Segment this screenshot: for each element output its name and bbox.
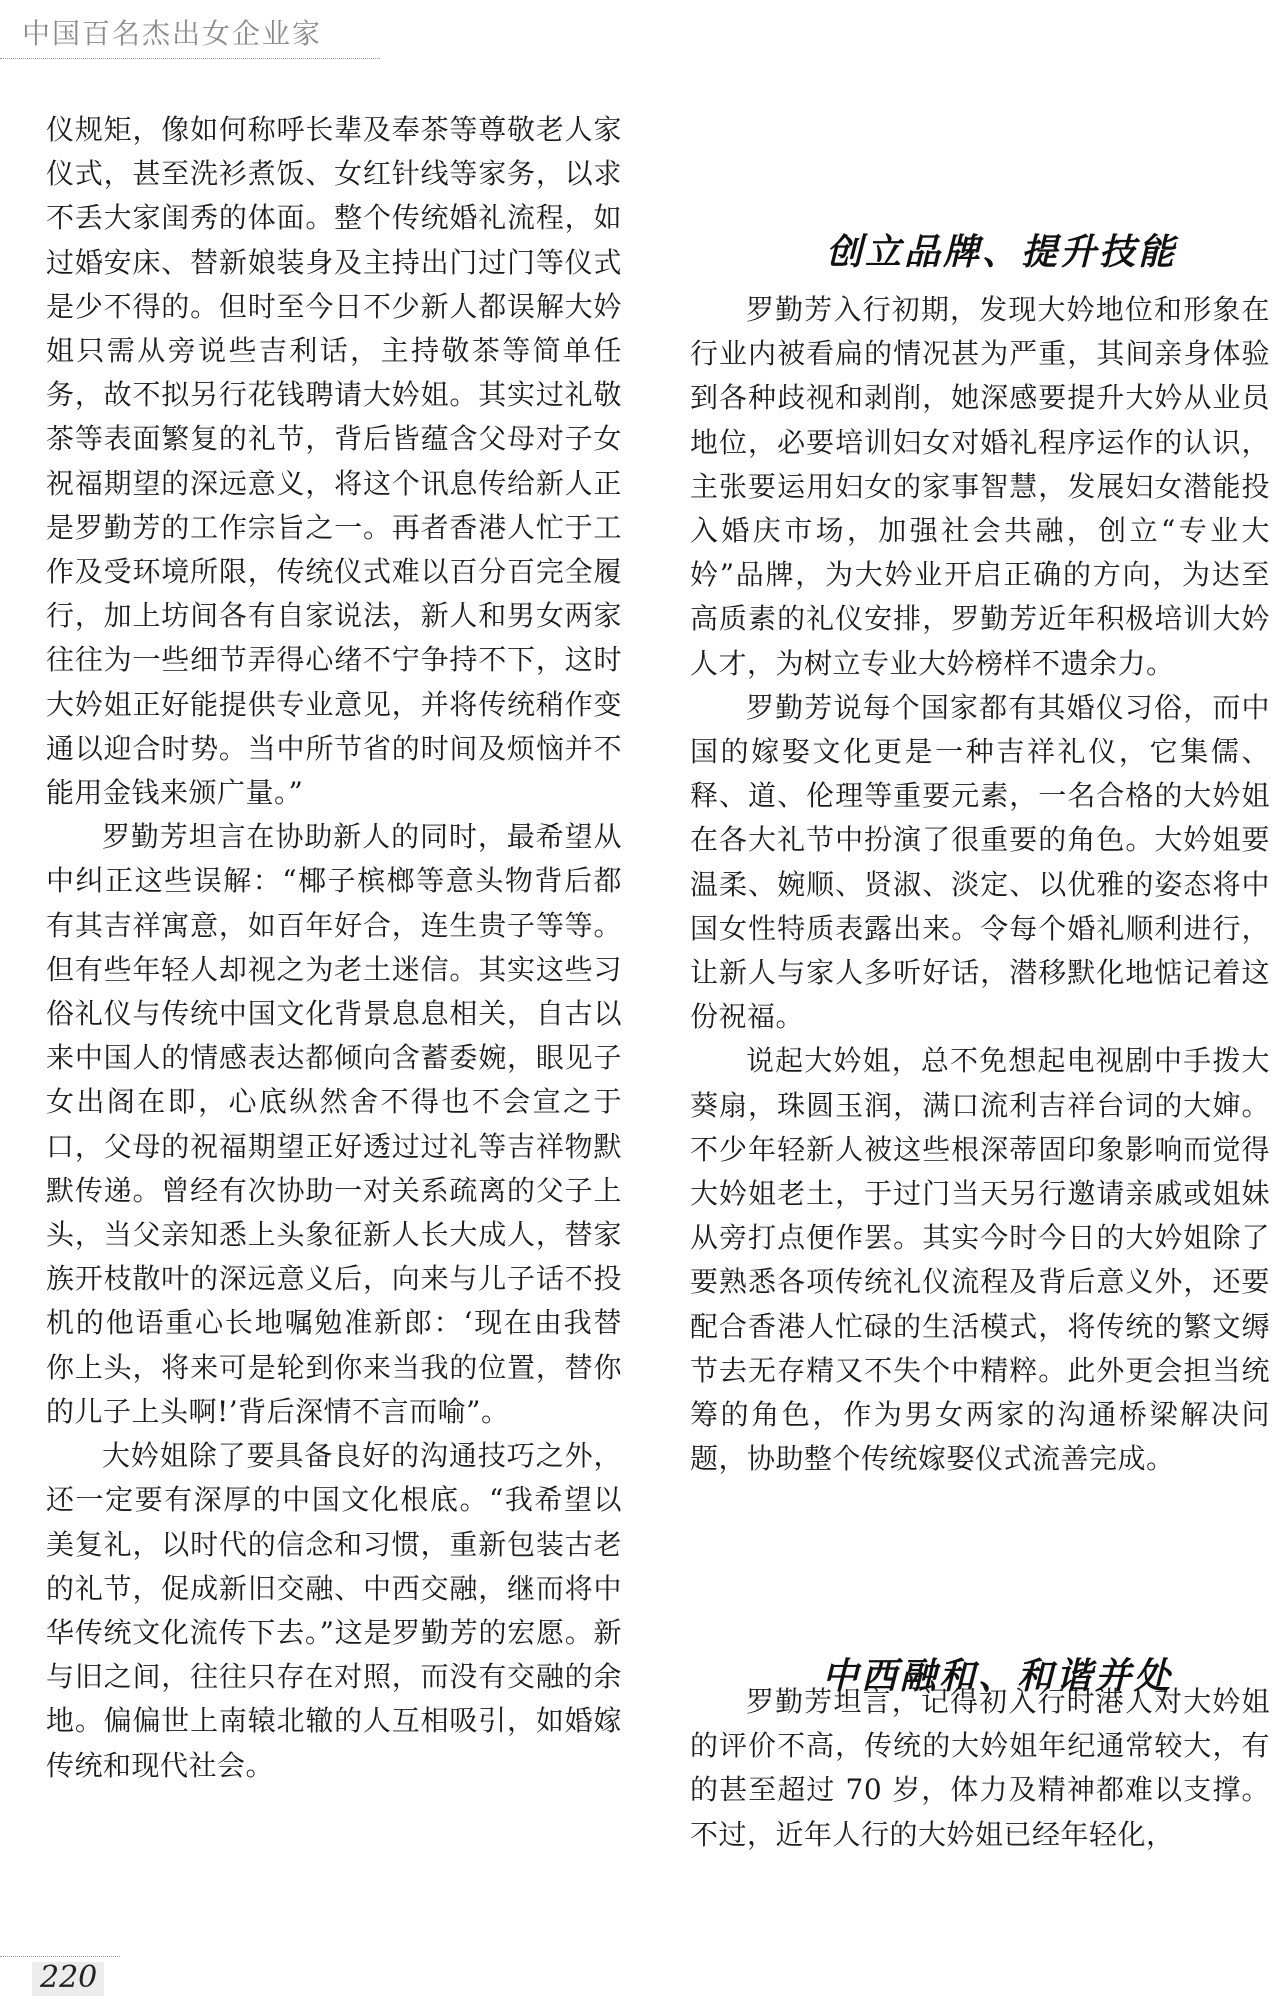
section-title: 创立品牌、提升技能 [826, 232, 1178, 273]
paragraph: 罗勤芳入行初期，发现大妗地位和形象在行业内被看扁的情况甚为严重，其间亲身体验到各种歧视和剥削，她深感要提升大妗从业员地位，必要培训妇女对婚礼程序运作的认识，主张要运用妇女的家事智慧，发展妇女潜能投入婚庆市场，加强社会共融，创立“专业大妗”品牌，为大妗业开启正确的方向，为达至高质素的礼仪安排，罗勤芳近年积极培训大妗人才，为树立专业大妗榜样不遗余力。 [690, 293, 1270, 680]
paragraph: 大妗姐除了要具备良好的沟通技巧之外，还一定要有深厚的中国文化根底。“我希望以美复礼，以时代的信念和习惯，重新包装古老的礼节，促成新旧交融、中西交融，继而将中华传统文化流传下去。”这是罗勤芳的宏愿。新与旧之间，往往只存在对照，而没有交融的余地。偏偏世上南辕北辙的人互相吸引，如婚嫁传统和现代社会。 [46, 1439, 622, 1782]
paragraph: 罗勤芳说每个国家都有其婚仪习俗，而中国的嫁娶文化更是一种吉祥礼仪，它集儒、释、道、伦理等重要元素，一名合格的大妗姐在各大礼节中扮演了很重要的角色。大妗姐要温柔、婉顺、贤淑、淡定、以优雅的姿态将中国女性特质表露出来。令每个婚礼顺利进行，让新人与家人多听好话，潜移默化地惦记着这份祝福。 [690, 690, 1270, 1034]
paragraph: 说起大妗姐，总不免想起电视剧中手拨大葵扇，珠圆玉润，满口流利吉祥台词的大婶。不少年轻新人被这些根深蒂固印象影响而觉得大妗姐老土，于过门当天另行邀请亲戚或姐妹从旁打点便作罢。其实今时今日的大妗姐除了要熟悉各项传统礼仪流程及背后意义外，还要配合香港人忙碌的生活模式，将传统的繁文缛节去无存精又不失个中精粹。此外更会担当统筹的角色，作为男女两家的沟通桥梁解决问题，协助整个传统嫁娶仪式流善完成。 [690, 1044, 1270, 1476]
running-header [0, 8, 380, 59]
right-column [690, 288, 1270, 1481]
paragraph: 罗勤芳坦言在协助新人的同时，最希望从中纠正这些误解：“椰子槟榔等意头物背后都有其吉祥寓意，如百年好合，连生贵子等等。但有些年轻人却视之为老土迷信。其实这些习俗礼仪与传统中国文化背景息息相关，自古以来中国人的情感表达都倾向含蓄委婉，眼见子女出阁在即，心底纵然舍不得也不会宣之于口，父母的祝福期望正好透过过礼等吉祥物默默传递。曾经有次协助一对关系疏离的父子上头，当父亲知悉上头象征新人长大成人，替家族开枝散叶的深远意义后，向来与儿子话不投机的他语重心长地嘱勉准新郎：‘现在由我替你上头，将来可是轮到你来当我的位置，替你的儿子上头啊!’背后深情不言而喻”。 [46, 820, 622, 1428]
section-title: 中西融和、和谐并处 [822, 1656, 1174, 1697]
right-column-lower [690, 1680, 1270, 1857]
paragraph: 罗勤芳坦言，记得初入行时港人对大妗姐的评价不高，传统的大妗姐年纪通常较大，有的甚至超过 70 岁，体力及精神都难以支撑。不过，近年人行的大妗姐已经年轻化， [690, 1685, 1270, 1851]
paragraph: 仪规矩，像如何称呼长辈及奉茶等尊敬老人家仪式，甚至洗衫煮饭、女红针线等家务，以求不丢大家闺秀的体面。整个传统婚礼流程，如过婚安床、替新娘装身及主持出门过门等仪式是少不得的。但时至今日不少新人都误解大妗姐只需从旁说些吉利话，主持敬茶等简单任务，故不拟另行花钱聘请大妗姐。其实过礼敬茶等表面繁复的礼节，背后皆蕴含父母对子女祝福期望的深远意义，将这个讯息传给新人正是罗勤芳的工作宗旨之一。再者香港人忙于工作及受环境所限，传统仪式难以百分百完全履行，加上坊间各有自家说法，新人和男女两家往往为一些细节弄得心绪不宁争持不下，这时大妗姐正好能提供专业意见，并将传统稍作变通以迎合时势。当中所节省的时间及烦恼并不能用金钱来颁广量。” [46, 113, 622, 810]
book-title: 中国百名杰出女企业家 [22, 17, 323, 50]
page-number: 220 [40, 1960, 98, 1995]
left-column [46, 108, 622, 1788]
